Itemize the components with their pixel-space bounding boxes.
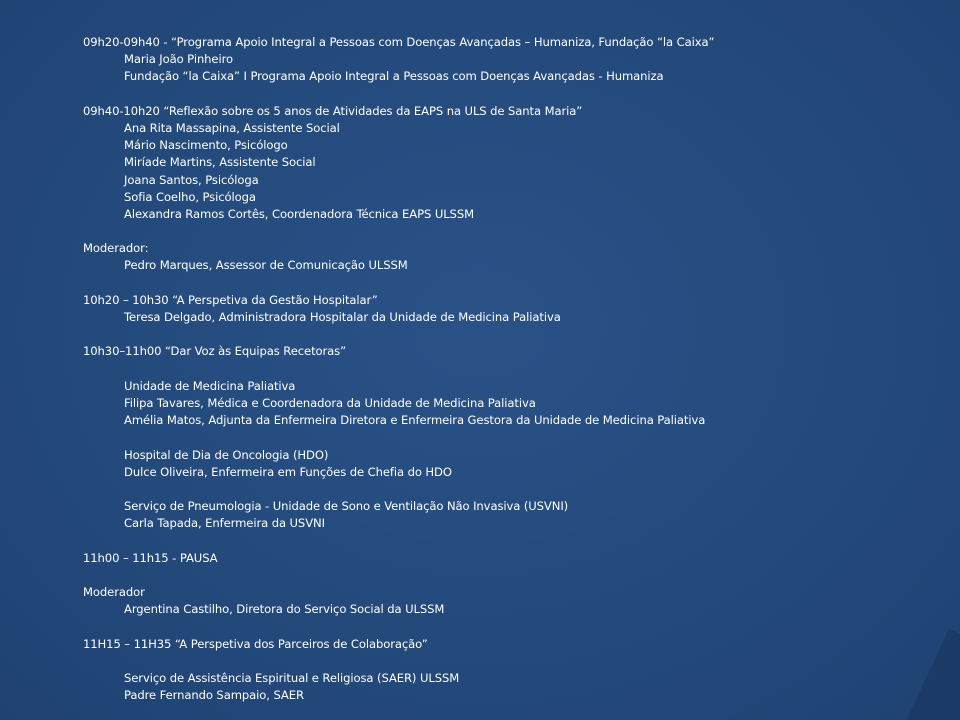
agenda-item xyxy=(83,653,943,670)
agenda-item: Sofia Coelho, Psicóloga xyxy=(124,189,256,204)
agenda-item: Fundação “la Caixa” I Programa Apoio Integral a Pessoas com Doenças Avançadas - Humaniza xyxy=(124,69,664,84)
agenda-item: Serviço de Assistência Espiritual e Religiosa (SAER) ULSSM xyxy=(124,670,460,685)
agenda-item: Mário Nascimento, Psicólogo xyxy=(124,138,288,153)
agenda-heading: 10h20 – 10h30 “A Perspetiva da Gestão Hospitalar” xyxy=(83,292,378,307)
agenda-item: Dulce Oliveira, Enfermeira em Funções de Chefia do HDO xyxy=(124,464,452,479)
spacer xyxy=(83,223,943,240)
spacer xyxy=(83,567,943,584)
agenda-item: Pedro Marques, Assessor de Comunicação ULSSM xyxy=(124,258,408,273)
spacer xyxy=(83,326,943,343)
agenda-item: Maria João Pinheiro xyxy=(124,52,233,67)
spacer xyxy=(83,618,943,635)
agenda-heading: Moderador: xyxy=(83,241,149,256)
agenda-list xyxy=(83,34,943,704)
agenda-item: Hospital de Dia de Oncologia (HDO) xyxy=(124,447,329,462)
agenda-item: Padre Fernando Sampaio, SAER xyxy=(124,688,304,703)
spacer xyxy=(83,532,943,549)
agenda-item xyxy=(83,481,943,498)
agenda-item: Carla Tapada, Enfermeira da USVNI xyxy=(124,516,325,531)
spacer xyxy=(83,86,943,103)
agenda-item: Filipa Tavares, Médica e Coordenadora da Unidade de Medicina Paliativa xyxy=(124,395,536,410)
agenda-item: Unidade de Medicina Paliativa xyxy=(124,378,296,393)
agenda-item: Teresa Delgado, Administradora Hospitalar da Unidade de Medicina Paliativa xyxy=(124,310,561,324)
agenda-item: Ana Rita Massapina, Assistente Social xyxy=(124,120,340,135)
agenda-heading: 10h30–11h00 “Dar Voz às Equipas Recetoras” xyxy=(83,344,347,359)
agenda-item xyxy=(83,361,943,378)
agenda-item xyxy=(83,429,943,446)
agenda-item: Serviço de Pneumologia - Unidade de Sono e Ventilação Não Invasiva (USVNI) xyxy=(124,499,569,514)
agenda-item: Argentina Castilho, Diretora do Serviço Social da ULSSM xyxy=(124,602,445,617)
agenda-heading: 11H15 – 11H35 “A Perspetiva dos Parceiros de Colaboração” xyxy=(83,636,428,651)
agenda-item: Alexandra Ramos Cortês, Coordenadora Técnica EAPS ULSSM xyxy=(124,206,474,221)
agenda-heading: Moderador xyxy=(83,585,145,599)
agenda-heading: 09h20-09h40 - “Programa Apoio Integral a Pessoas com Doenças Avançadas – Humaniza, Fundação “la Caixa” xyxy=(83,35,715,49)
agenda-item: Amélia Matos, Adjunta da Enfermeira Diretora e Enfermeira Gestora da Unidade de Medicina Paliativa xyxy=(124,413,706,428)
spacer xyxy=(83,275,943,292)
agenda-item: Miríade Martins, Assistente Social xyxy=(124,155,316,170)
agenda-heading: 09h40-10h20 “Reflexão sobre os 5 anos de Atividades da EAPS na ULS de Santa Maria” xyxy=(83,103,583,118)
agenda-heading: 11h00 – 11h15 - PAUSA xyxy=(83,550,218,565)
agenda-item: Joana Santos, Psicóloga xyxy=(124,172,259,187)
